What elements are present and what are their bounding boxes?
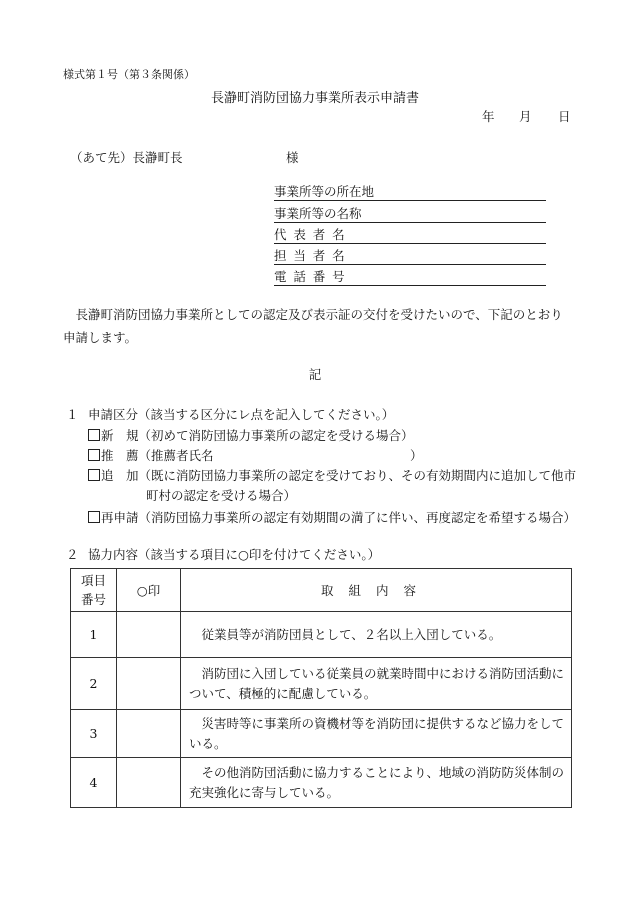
- date-day-label: 日: [558, 109, 571, 124]
- option-new-label: 新 規: [101, 428, 139, 443]
- cooperation-table: [70, 568, 572, 808]
- option-reapply-label: 再申請: [101, 510, 139, 525]
- option-new-checkbox[interactable]: [88, 429, 100, 441]
- row-content: 従業員等が消防団員として、２名以上入団している。: [181, 612, 572, 658]
- field-location[interactable]: [274, 184, 546, 201]
- section1-number: １: [66, 407, 79, 422]
- option-reapply-checkbox[interactable]: [88, 511, 100, 523]
- date-year-label: 年: [482, 109, 495, 124]
- option-recommend-checkbox[interactable]: [88, 449, 100, 461]
- option-recommend[interactable]: [88, 446, 214, 464]
- row-number: 2: [71, 658, 117, 710]
- table-row: [71, 710, 572, 758]
- option-add-checkbox[interactable]: [88, 469, 100, 481]
- row-content: 消防団に入団している従業員の就業時間中における消防団活動について、積極的に配慮している。: [181, 658, 572, 710]
- option-reapply-note: （消防団協力事業所の認定有効期間の満了に伴い、再度認定を希望する場合）: [138, 510, 577, 525]
- col-header-number-line1: 項目: [80, 573, 106, 588]
- table-row: [71, 758, 572, 808]
- row-content: その他消防団活動に協力することにより、地域の消防防災体制の充実強化に寄与している。: [181, 758, 572, 808]
- row-mark-cell[interactable]: [117, 758, 181, 808]
- option-reapply[interactable]: [88, 508, 576, 526]
- field-contact-person[interactable]: [274, 248, 546, 265]
- row-number: 4: [71, 758, 117, 808]
- option-add-label: 追 加: [101, 468, 139, 483]
- col-header-number: [71, 569, 117, 612]
- table-row: [71, 612, 572, 658]
- table-row: [71, 658, 572, 710]
- ki-heading: 記: [308, 367, 322, 382]
- field-representative-label: 代表者名: [274, 227, 352, 242]
- section1-heading: 申請区分（該当する区分にレ点を記入してください。）: [88, 407, 395, 422]
- field-phone-label: 電話番号: [274, 269, 352, 284]
- row-mark-cell[interactable]: [117, 612, 181, 658]
- field-contact-person-label: 担当者名: [274, 248, 352, 263]
- option-recommend-note: （推薦者氏名: [138, 448, 214, 463]
- option-new-note: （初めて消防団協力事業所の認定を受ける場合）: [138, 428, 414, 443]
- date-month-label: 月: [519, 109, 532, 124]
- form-number: 様式第１号（第３条関係）: [63, 68, 195, 81]
- row-number: 1: [71, 612, 117, 658]
- addressee-honorific: 様: [286, 150, 299, 165]
- document-title: 長瀞町消防団協力事業所表示申請書: [210, 91, 419, 106]
- option-recommend-close-paren: ）: [410, 448, 423, 463]
- row-mark-cell[interactable]: [117, 710, 181, 758]
- table-header-row: [71, 569, 572, 612]
- addressee: （あて先）長瀞町長: [70, 150, 183, 165]
- field-location-label: 事業所等の所在地: [274, 184, 375, 199]
- section2-number: ２: [66, 547, 79, 562]
- row-mark-cell[interactable]: [117, 658, 181, 710]
- col-header-mark: ○印: [117, 569, 181, 612]
- option-add[interactable]: [88, 466, 576, 484]
- application-statement: 長瀞町消防団協力事業所としての認定及び表示証の交付を受けたいので、下記のとおり申請します。: [63, 307, 563, 345]
- field-business-name-label: 事業所等の名称: [274, 206, 362, 221]
- field-business-name[interactable]: [274, 206, 546, 223]
- row-content: 災害時等に事業所の資機材等を消防団に提供するなど協力をしている。: [181, 710, 572, 758]
- option-recommend-label: 推 薦: [101, 448, 139, 463]
- col-header-content: [181, 569, 572, 612]
- option-add-note-cont: 町村の認定を受ける場合）: [146, 488, 297, 503]
- field-phone[interactable]: [274, 269, 546, 286]
- section2-heading: 協力内容（該当する項目に○印を付けてください。）: [88, 547, 381, 562]
- col-header-number-line2: 番号: [80, 592, 106, 607]
- field-representative[interactable]: [274, 227, 546, 244]
- option-add-note: （既に消防団協力事業所の認定を受けており、その有効期間内に追加して他市: [138, 468, 577, 483]
- col-header-content-label: 取組内容: [320, 582, 431, 598]
- row-number: 3: [71, 710, 117, 758]
- option-new[interactable]: [88, 426, 414, 444]
